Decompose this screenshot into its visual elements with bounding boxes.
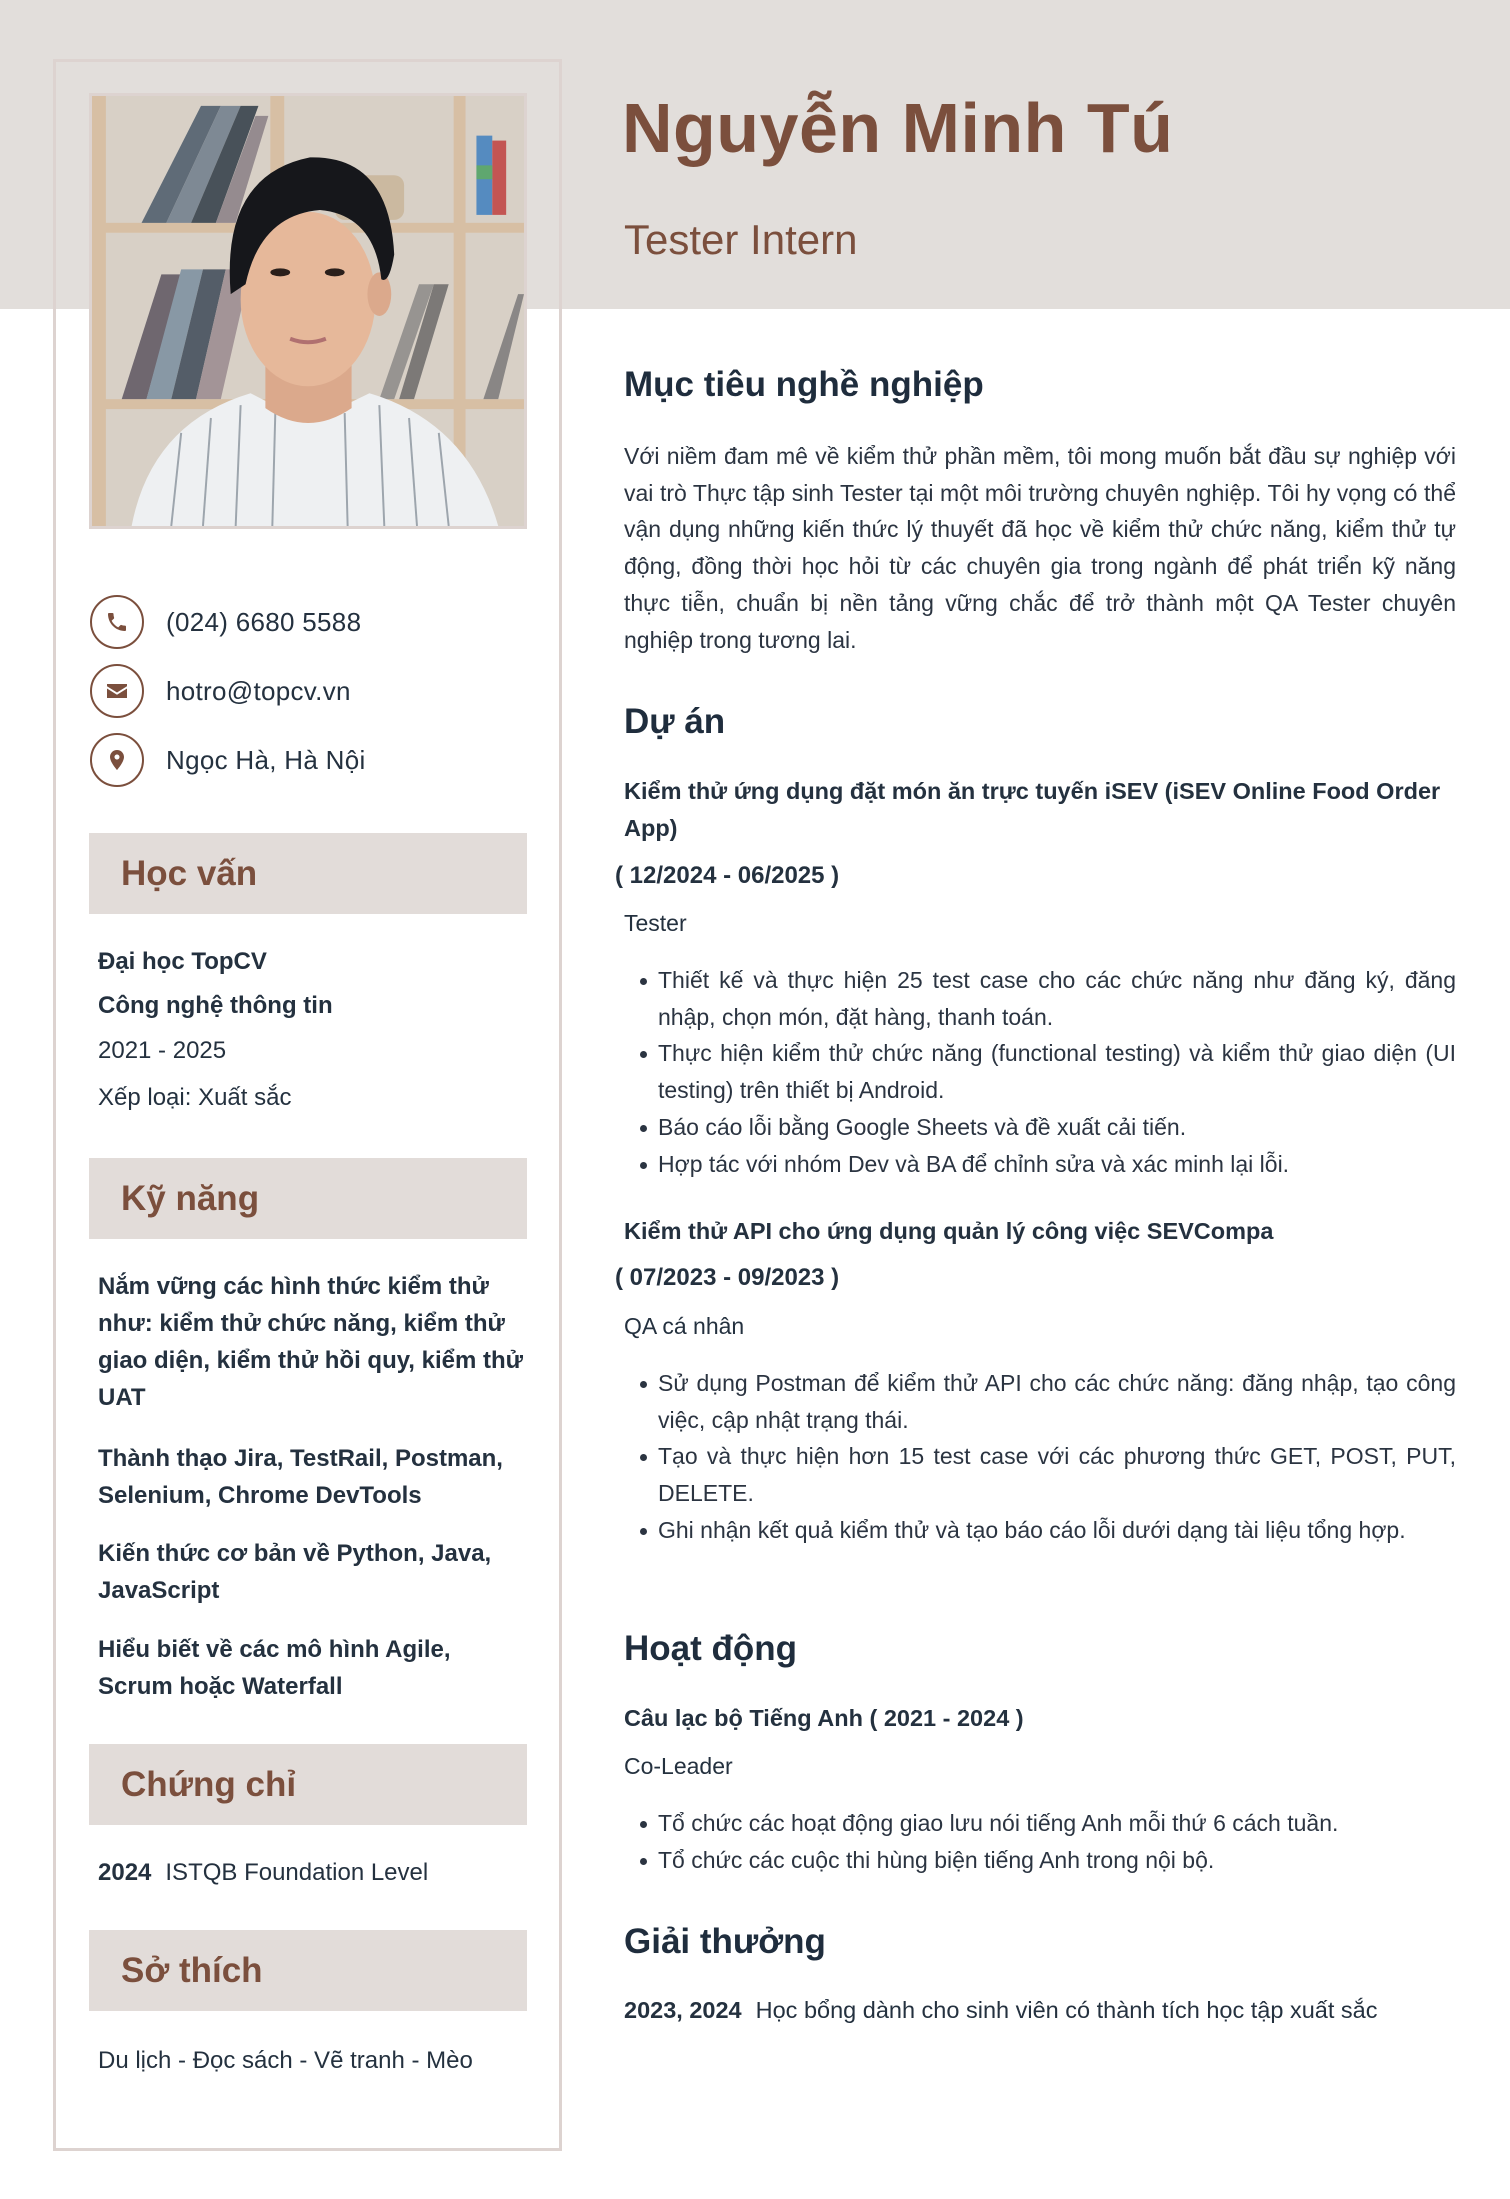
profile-photo xyxy=(89,93,527,529)
skill-item: Kiến thức cơ bản về Python, Java, JavaScript xyxy=(98,1540,492,1604)
phone-number: (024) 6680 5588 xyxy=(166,606,362,637)
award-year: 2023, 2024 xyxy=(624,1997,742,2023)
projects-heading: Dự án xyxy=(624,702,726,741)
certificates-title: Chứng chỉ xyxy=(121,1764,297,1804)
portrait-illustration xyxy=(92,96,524,526)
skills-section-header xyxy=(89,1158,527,1239)
phone-icon xyxy=(90,595,144,649)
education-title: Học vấn xyxy=(121,853,258,893)
education-section-header xyxy=(89,833,527,914)
bullet-item: Tổ chức các cuộc thi hùng biện tiếng Anh trong nội bộ. xyxy=(638,1842,1456,1879)
project-period: ( 12/2024 - 06/2025 ) xyxy=(615,862,840,889)
contact-address xyxy=(90,733,366,787)
education-major: Công nghệ thông tin xyxy=(98,992,333,1019)
project-bullets xyxy=(638,1365,1456,1549)
objective-text: Với niềm đam mê về kiểm thử phần mềm, tôi mong muốn bắt đầu sự nghiệp với vai trò Thực tập sinh Tester tại một môi trường chuyên nghiệp. Tôi hy vọng có thể vận dụng những kiến thức lý thuyết đã học về kiểm thử chức năng, kiểm thử tự động, đồng thời học hỏi từ các chuyên gia trong ngành để phát triển kỹ năng thực tiễn, chuẩn bị nền tảng vững chắc để trở thành một QA Tester chuyên nghiệp trong tương lai. xyxy=(624,443,1456,653)
project-role: Tester xyxy=(624,910,687,936)
certificates-section-header xyxy=(89,1744,527,1825)
bullet-item: Thiết kế và thực hiện 25 test case cho các chức năng như đăng ký, đăng nhập, chọn món, đặt hàng, thanh toán. xyxy=(638,962,1456,1035)
education-period: 2021 - 2025 xyxy=(98,1037,227,1064)
skill-item: Nắm vững các hình thức kiểm thử như: kiểm thử chức năng, kiểm thử giao diện, kiểm thử hồi quy, kiểm thử UAT xyxy=(98,1273,524,1411)
education-school: Đại học TopCV xyxy=(98,948,267,975)
hobbies-title: Sở thích xyxy=(121,1950,263,1990)
project-bullets xyxy=(638,962,1456,1182)
project-name: Kiểm thử API cho ứng dụng quản lý công việc SEVCompa xyxy=(624,1218,1274,1244)
project-name: Kiểm thử ứng dụng đặt món ăn trực tuyến iSEV (iSEV Online Food Order App) xyxy=(624,778,1441,841)
bullet-item: Sử dụng Postman để kiểm thử API cho các chức năng: đăng nhập, tạo công việc, cập nhật trạng thái. xyxy=(638,1365,1456,1438)
envelope-icon xyxy=(90,664,144,718)
candidate-name: Nguyễn Minh Tú xyxy=(622,89,1174,167)
map-pin-icon xyxy=(90,733,144,787)
bullet-item: Tổ chức các hoạt động giao lưu nói tiếng Anh mỗi thứ 6 cách tuần. xyxy=(638,1805,1456,1842)
project-role: QA cá nhân xyxy=(624,1313,745,1339)
email-address: hotro@topcv.vn xyxy=(166,675,351,706)
skill-item: Hiểu biết về các mô hình Agile, Scrum hoặc Waterfall xyxy=(98,1636,451,1700)
skill-item: Thành thạo Jira, TestRail, Postman, Selenium, Chrome DevTools xyxy=(98,1445,503,1509)
address: Ngọc Hà, Hà Nội xyxy=(166,744,366,775)
contact-phone xyxy=(90,595,361,649)
bullet-item: Tạo và thực hiện hơn 15 test case với các phương thức GET, POST, PUT, DELETE. xyxy=(638,1438,1456,1511)
award-name: Học bổng dành cho sinh viên có thành tích học tập xuất sắc xyxy=(755,1997,1378,2023)
project-period: ( 07/2023 - 09/2023 ) xyxy=(615,1264,840,1291)
activities-heading: Hoạt động xyxy=(624,1629,798,1668)
bullet-item: Thực hiện kiểm thử chức năng (functional testing) và kiểm thử giao diện (UI testing) trên thiết bị Android. xyxy=(638,1035,1456,1108)
hobbies-text: Du lịch - Đọc sách - Vẽ tranh - Mèo xyxy=(98,2047,473,2074)
objective-heading: Mục tiêu nghề nghiệp xyxy=(624,365,984,404)
contact-email xyxy=(90,664,351,718)
certificate-year: 2024 xyxy=(98,1859,152,1886)
certificate-item xyxy=(98,1859,518,1887)
hobbies-section-header xyxy=(89,1930,527,2011)
certificate-name: ISTQB Foundation Level xyxy=(165,1859,429,1886)
award-item xyxy=(624,1997,1377,2024)
skills-title: Kỹ năng xyxy=(121,1178,260,1218)
bullet-item: Ghi nhận kết quả kiểm thử và tạo báo cáo lỗi dưới dạng tài liệu tổng hợp. xyxy=(638,1512,1456,1549)
activity-name: Câu lạc bộ Tiếng Anh ( 2021 - 2024 ) xyxy=(624,1705,1024,1731)
activity-bullets xyxy=(638,1805,1456,1878)
bullet-item: Báo cáo lỗi bằng Google Sheets và đề xuất cải tiến. xyxy=(638,1109,1456,1146)
activity-role: Co-Leader xyxy=(624,1753,733,1779)
bullet-item: Hợp tác với nhóm Dev và BA để chỉnh sửa và xác minh lại lỗi. xyxy=(638,1146,1456,1183)
education-grade: Xếp loại: Xuất sắc xyxy=(98,1084,292,1111)
awards-heading: Giải thưởng xyxy=(624,1922,826,1961)
job-title: Tester Intern xyxy=(624,216,858,263)
